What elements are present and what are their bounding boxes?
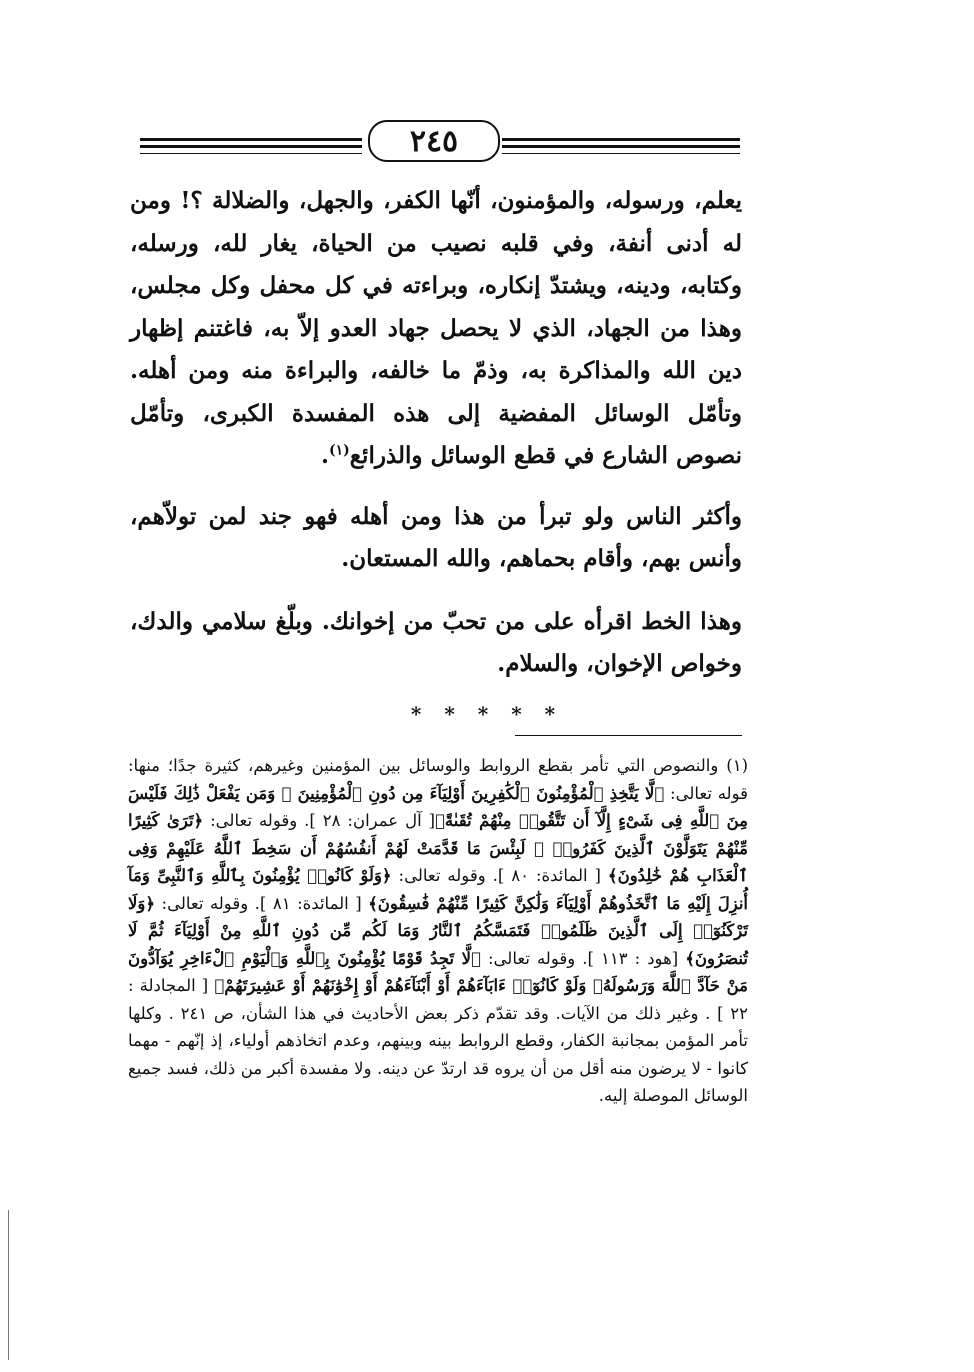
paragraph-1-text: يعلم، ورسوله، والمؤمنون، أنّها الكفر، والجهل، والضلالة ؟! ومن له أدنى أنفة، وفي قلبه نصيب من الحياة، يغار لله، ورسله، وكتابه، ودينه، ويشتدّ إنكاره، وبراءته في كل محفل وكل مجلس، وهذا من الجهاد، الذي لا يحصل جهاد العدو إلاّ به، فاغتنم إظهار دين الله والمذاكرة به، وذمّ ما خالفه، والبراءة منه ومن أهله. وتأمّل الوسائل المفضية إلى هذه المفسدة الكبرى، وتأمّل نصوص الشارع في قطع الوسائل والذرائع <box>130 187 742 469</box>
page-number: ٢٤٥ <box>368 120 500 162</box>
footnote <box>128 752 748 1110</box>
header-rule-left-under <box>140 153 362 154</box>
header-rule-left-bottom <box>140 145 362 148</box>
page-header <box>140 118 740 166</box>
quran-verse-4: ﴿وَلَا تَرْكَنُوٓا۟ إِلَى ٱلَّذِينَ ظَلَمُوا۟ فَتَمَسَّكُمُ ٱلنَّارُ وَمَا لَكُم مِّن دُونِ ٱللَّهِ مِنْ أَوْلِيَآءَ ثُمَّ لَا تُنصَرُونَ﴾ <box>128 893 748 968</box>
scan-margin-line <box>8 1210 9 1360</box>
main-text <box>130 180 742 706</box>
paragraph-3: وهذا الخط اقرأه على من تحبّ من إخوانك. وبلّغ سلامي والدك، وخواص الإخوان، والسلام. <box>130 607 742 677</box>
footnote-text-4: [ المائدة: ٨١ ]. وقوله تعالى: <box>155 893 369 913</box>
footnote-text-1: والنصوص التي تأمر بقطع الروابط والوسائل بين المؤمنين وغيرهم، كثيرة جدًا؛ منها: قوله تعالى: <box>128 756 748 803</box>
quran-verse-2: ﴿تَرَىٰ كَثِيرًا مِّنْهُمْ يَتَوَلَّوْنَ ٱلَّذِينَ كَفَرُوا۟ ۚ لَبِئْسَ مَا قَدَّمَتْ لَهُمْ أَنفُسُهُمْ أَن سَخِطَ ٱللَّهُ عَلَيْهِمْ وَفِى ٱلْعَذَابِ هُمْ خَٰلِدُونَ﴾ <box>128 811 749 885</box>
paragraph-1-end: . <box>321 442 330 469</box>
header-rule-right-under <box>502 153 740 154</box>
paragraph-2: وأكثر الناس ولو تبرأ من هذا ومن أهله فهو جند لمن تولاّهم، وأنس بهم، وأقام بحماهم، والله المستعان. <box>130 502 742 572</box>
footnote-rule <box>515 735 742 736</box>
quran-verse-5: ﴿لَّا تَجِدُ قَوْمًا يُؤْمِنُونَ بِٱللَّهِ وَٱلْيَوْمِ ٱلْءَاخِرِ يُوَآدُّونَ مَنْ حَآدَّ ٱللَّهَ وَرَسُولَهُۥ وَلَوْ كَانُوٓا۟ ءَابَآءَهُمْ أَوْ أَبْنَآءَهُمْ أَوْ إِخْوَٰنَهُمْ أَوْ عَشِيرَتَهُمْ﴾ <box>128 948 748 995</box>
header-rule-left-top <box>140 138 362 141</box>
footnote-number: (١) <box>726 756 748 775</box>
section-separator: * * * * * <box>410 702 564 726</box>
footnote-text-5: [هود : ١١٣ ]. وقوله تعالى: <box>480 948 686 968</box>
header-rule-right-top <box>502 138 740 141</box>
quran-verse-3: ﴿وَلَوْ كَانُوا۟ يُؤْمِنُونَ بِٱللَّهِ وَٱلنَّبِىِّ وَمَآ أُنزِلَ إِلَيْهِ مَا ٱتَّخَذُوهُمْ أَوْلِيَآءَ وَلَٰكِنَّ كَثِيرًا مِّنْهُمْ فَٰسِقُونَ﴾ <box>128 866 749 913</box>
header-rule-right-bottom <box>502 145 740 148</box>
footnote-text-3: [ المائدة: ٨٠ ]. وقوله تعالى: <box>391 866 608 885</box>
footnote-text-6: [ المجادلة : ٢٢ ] . وغير ذلك من الآيات. وقد تقدّم ذكر بعض الأحاديث في هذا الشأن، ص ٢٤١ . وكلها تأمر المؤمن بمجانبة الكفار، وقطع الروابط بينه وبينهم، وعدم اتخاذهم أولياء، إذ إنّهم - مهما كانوا - لا يرضون منه أقل من أن يروه قد ارتدّ عن دينه. ولا مفسدة أكبر من ذلك، فسد جميع الوسائل الموصلة إليه. <box>128 976 748 1105</box>
footnote-marker[interactable]: (١) <box>329 442 350 459</box>
footnote-text-2: [ آل عمران: ٢٨ ]. وقوله تعالى: <box>203 811 436 830</box>
quran-verse-1: ﴿لَّا يَتَّخِذِ ٱلْمُؤْمِنُونَ ٱلْكَٰفِرِينَ أَوْلِيَآءَ مِن دُونِ ٱلْمُؤْمِنِينَ ۖ وَمَن يَفْعَلْ ذَٰلِكَ فَلَيْسَ مِنَ ٱللَّهِ فِى شَىْءٍ إِلَّآ أَن تَتَّقُوا۟ مِنْهُمْ تُقَىٰةً﴾ <box>128 783 748 830</box>
paragraph-1 <box>130 180 742 478</box>
